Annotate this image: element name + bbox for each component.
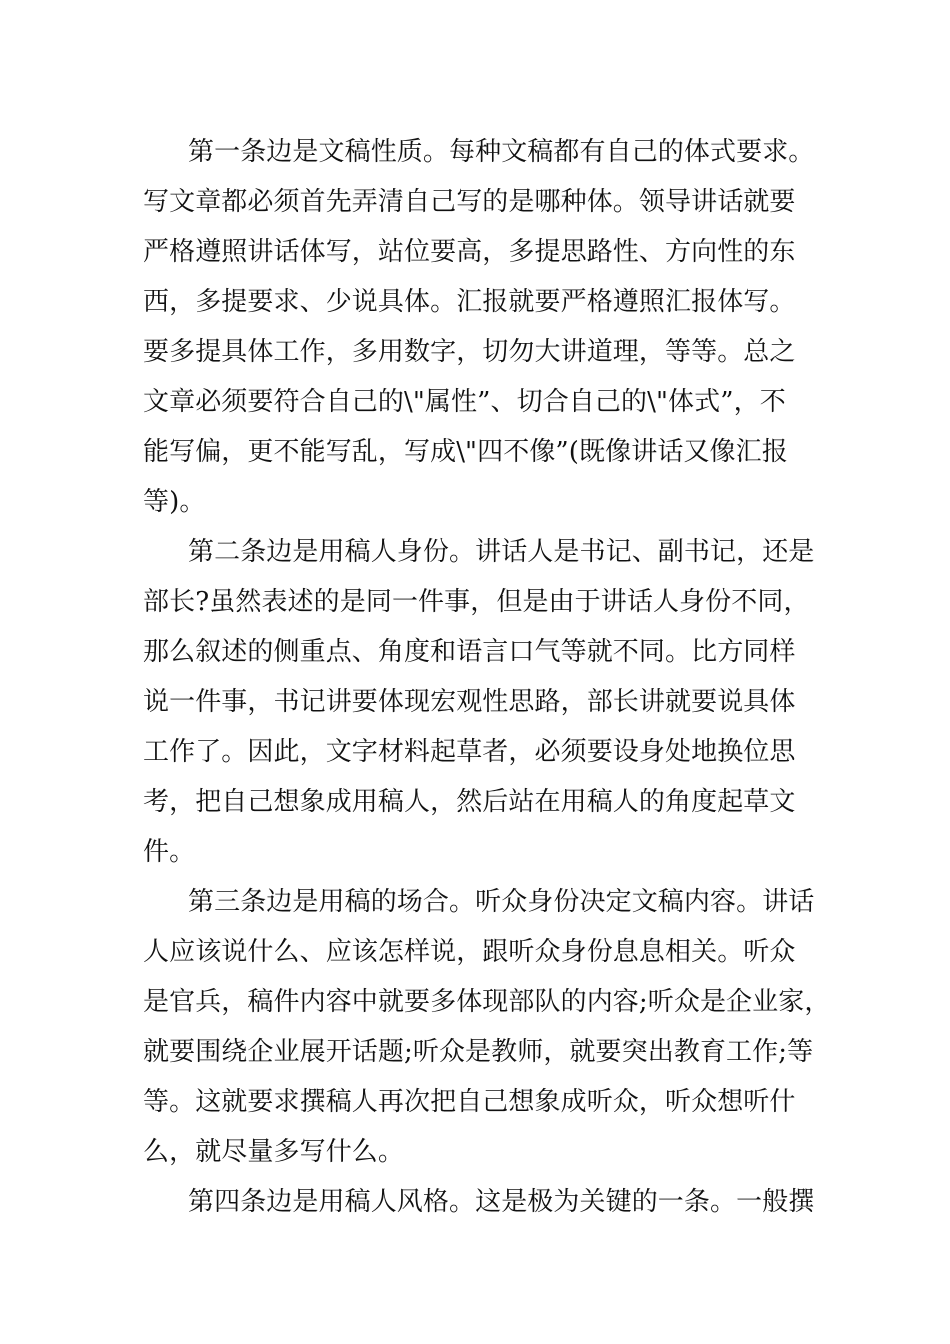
text-line: 部长?虽然表述的是同一件事，但是由于讲话人身份不同，	[143, 587, 810, 617]
text-line: 是官兵，稿件内容中就要多体现部队的内容;听众是企业家，	[143, 987, 831, 1017]
text-line: 西，多提要求、少说具体。汇报就要严格遵照汇报体写。	[143, 287, 796, 317]
text-line: 第一条边是文稿性质。每种文稿都有自己的体式要求。	[188, 137, 815, 167]
text-line: 能写偏，更不能写乱，写成\"四不像”(既像讲话又像汇报	[143, 437, 788, 467]
text-line: 说一件事，书记讲要体现宏观性思路，部长讲就要说具体	[143, 687, 796, 717]
text-line: 文章必须要符合自己的\"属性”、切合自己的\"体式”，不	[143, 387, 786, 417]
text-line: 工作了。因此，文字材料起草者，必须要设身处地换位思	[143, 737, 796, 767]
text-line: 么，就尽量多写什么。	[143, 1137, 405, 1167]
text-line: 件。	[143, 837, 196, 867]
text-line: 那么叙述的侧重点、角度和语言口气等就不同。比方同样	[143, 637, 796, 667]
document-body	[143, 127, 831, 1227]
text-line: 就要围绕企业展开话题;听众是教师，就要突出教育工作;等	[143, 1037, 814, 1067]
paragraph-1	[143, 127, 823, 527]
text-line: 人应该说什么、应该怎样说，跟听众身份息息相关。听众	[143, 937, 796, 967]
text-line: 第三条边是用稿的场合。听众身份决定文稿内容。讲话	[188, 887, 815, 917]
text-line: 写文章都必须首先弄清自己写的是哪种体。领导讲话就要	[143, 187, 796, 217]
paragraph-4	[143, 1177, 823, 1227]
text-line: 要多提具体工作，多用数字，切勿大讲道理，等等。总之	[143, 337, 796, 367]
text-line: 严格遵照讲话体写，站位要高，多提思路性、方向性的东	[143, 237, 796, 267]
text-line: 等)。	[143, 487, 206, 517]
text-line: 等。这就要求撰稿人再次把自己想象成听众，听众想听什	[143, 1087, 796, 1117]
text-line: 考，把自己想象成用稿人，然后站在用稿人的角度起草文	[143, 787, 796, 817]
text-line: 第四条边是用稿人风格。这是极为关键的一条。一般撰	[188, 1187, 815, 1217]
paragraph-2	[143, 527, 823, 877]
paragraph-3	[143, 877, 831, 1177]
text-line: 第二条边是用稿人身份。讲话人是书记、副书记，还是	[188, 537, 815, 567]
